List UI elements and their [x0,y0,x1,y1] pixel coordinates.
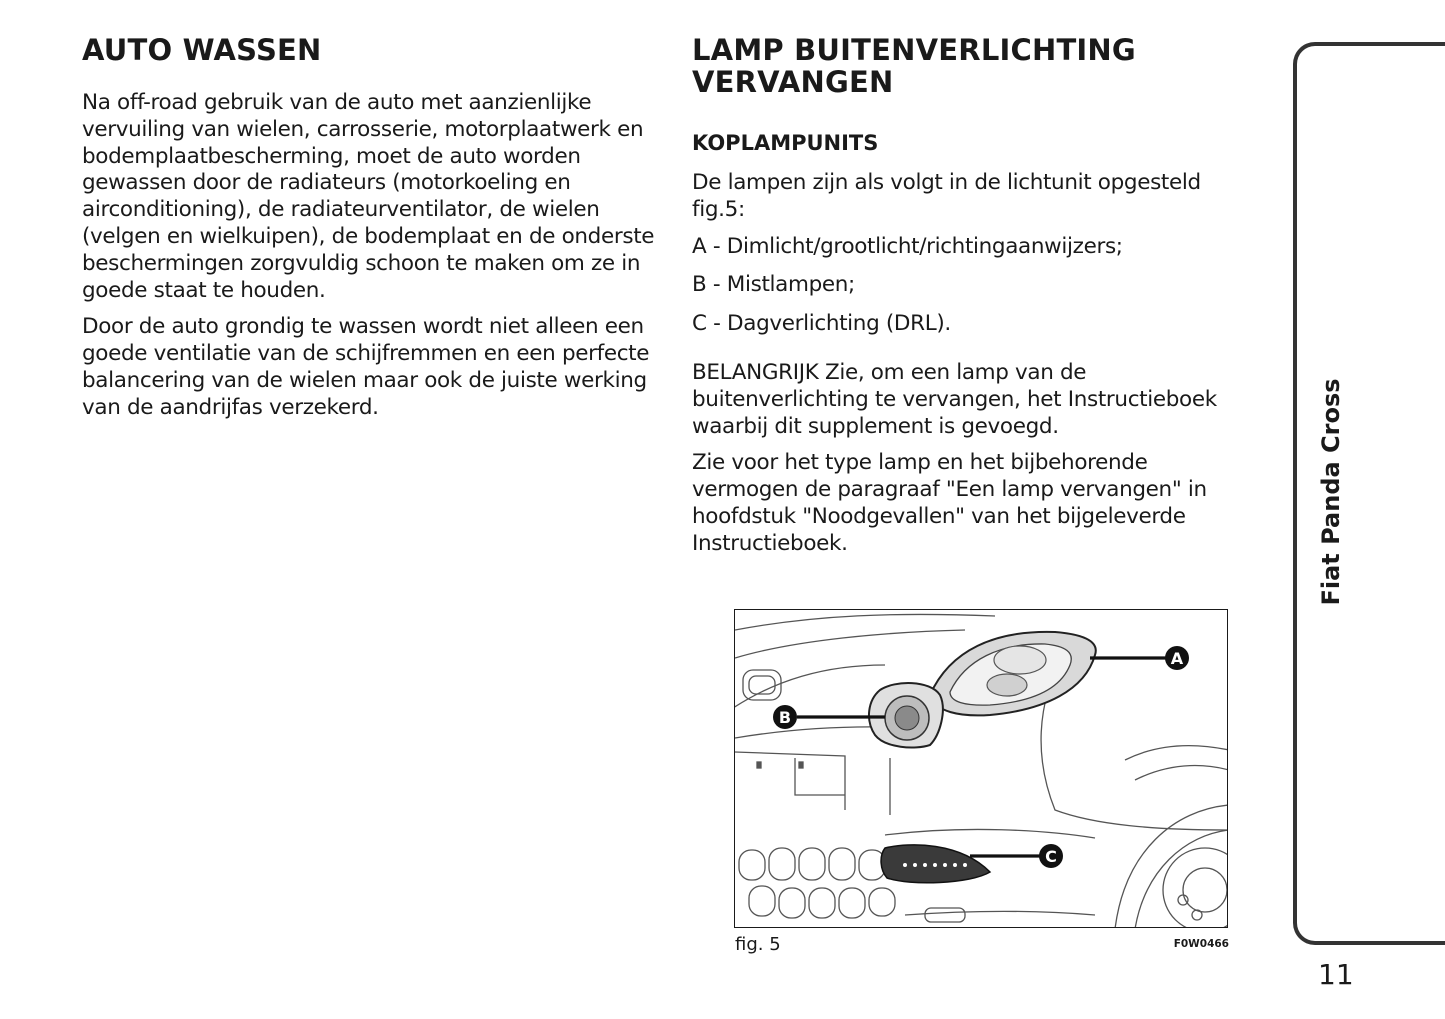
important-note: BELANGRIJK Zie, om een lamp van de buitenverlichting te vervangen, het Instructieboek waarbij dit supplement is gevoegd. [692,359,1217,439]
page-number: 11 [1318,958,1354,991]
figure-caption: fig. 5 [735,934,781,955]
reference-note: Zie voor het type lamp en het bijbehorende vermogen de paragraaf "Een lamp vervangen" in hoofdstuk "Noodgevallen" van het bijgeleverde Instructieboek. [692,450,1207,556]
paragraph: Door de auto grondig te wassen wordt niet alleen een goede ventilatie van de schijfremmen en een perfecte balancering van de wielen maar ook de juiste werking van de aandrijfas verzekerd. [82,314,650,420]
lower-grille [739,848,895,918]
heading-line: LAMP BUITENVERLICHTING [692,33,1136,67]
drl-lamp-c [881,845,990,883]
subheading-koplampunits: KOPLAMPUNITS [692,131,879,155]
headlight-figure [734,609,1228,928]
callout-c [1039,844,1063,868]
hood-line [735,614,995,630]
paragraph: Na off-road gebruik van de auto met aanzienlijke vervuiling van wielen, carrosserie, motorplaatwerk en bodemplaatbescherming, moet de auto worden gewassen door de radiateurs (motorkoeling en airconditioning), de radiateurventilator, de wielen (velgen en wielkuipen), de bodemplaat en de onderste beschermingen zorgvuldig schoon te maken om ze in goede staat te houden. [82,90,655,303]
section-auto-wassen [82,34,667,432]
callout-a [1165,646,1189,670]
heading-line: VERVANGEN [692,65,894,99]
chapter-tab-label: Fiat Panda Cross [1317,378,1345,606]
car-front-illustration [735,610,1228,928]
list-item: B - Mistlampen; [692,272,855,298]
heading-auto-wassen: AUTO WASSEN [82,33,322,67]
section-lamp-vervangen [692,34,1237,568]
heading-lamp-vervangen [692,34,1237,98]
figure-code: F0W0466 [1173,938,1229,950]
callout-b [773,705,797,729]
intro-text: De lampen zijn als volgt in de lichtunit opgesteld fig.5: [692,170,1201,222]
callout-label-c: C [1045,847,1057,866]
list-item: A - Dimlicht/grootlicht/richtingaanwijzers; [692,233,1123,259]
callout-label-b: B [778,708,792,727]
fog-lamp-b [869,683,943,747]
headlight-unit-a [930,632,1096,716]
list-item: C - Dagverlichting (DRL). [692,311,951,337]
chapter-tab [1293,42,1445,945]
callout-label-a: A [1170,649,1184,668]
